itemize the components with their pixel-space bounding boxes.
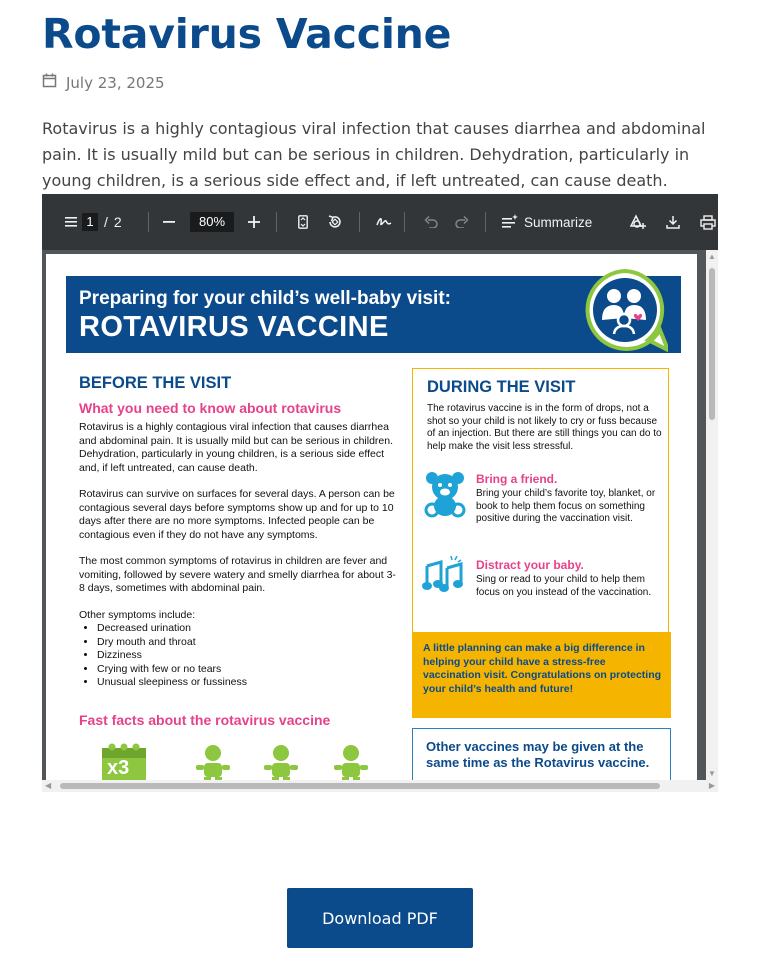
paragraph: Rotavirus is a highly contagious viral infection that causes diarrhea and abdominal pain. It is usually mild but can be serious in children. Dehydration, particularly in young children, is a serious side effect and, if left untreated, can cause death. bbox=[79, 421, 394, 474]
draw-icon[interactable] bbox=[376, 194, 392, 250]
redo-icon[interactable] bbox=[455, 194, 469, 250]
planning-text: A little planning can make a big difference in helping your child have a stress-free vaccination visit. Congratulations on protecting your child’s health and future! bbox=[423, 642, 662, 695]
list-item: • Unusual sleepiness or fussiness bbox=[97, 676, 397, 690]
scroll-down-icon[interactable]: ▼ bbox=[708, 769, 716, 778]
calendar-label: x3 bbox=[107, 757, 130, 779]
toolbar-divider bbox=[276, 212, 277, 232]
list-item: • Dry mouth and throat bbox=[97, 636, 397, 650]
toolbar-divider bbox=[404, 212, 405, 232]
before-visit-text bbox=[79, 421, 397, 690]
toolbar-divider bbox=[148, 212, 149, 232]
vertical-scrollbar[interactable] bbox=[706, 250, 718, 780]
zoom-in-button[interactable] bbox=[247, 194, 261, 250]
pdf-toolbar bbox=[42, 194, 718, 250]
print-icon[interactable] bbox=[698, 194, 718, 250]
total-pages: 2 bbox=[113, 214, 122, 230]
menu-icon[interactable] bbox=[64, 194, 78, 250]
baby-icon bbox=[334, 744, 368, 780]
planning-callout bbox=[412, 632, 671, 718]
baby-icon bbox=[196, 744, 230, 780]
toolbar-divider bbox=[359, 212, 360, 232]
friend-heading: Bring a friend. bbox=[476, 472, 558, 486]
calendar-icon bbox=[42, 73, 57, 92]
pdf-page bbox=[46, 254, 697, 780]
before-visit-heading: BEFORE THE VISIT bbox=[79, 374, 232, 392]
page-separator: / bbox=[104, 214, 108, 230]
pdf-page-area[interactable] bbox=[42, 250, 706, 780]
scroll-up-icon[interactable]: ▲ bbox=[708, 252, 716, 261]
list-item: • Decreased urination bbox=[97, 622, 397, 636]
other-vaccines-text: Other vaccines may be given at the same time as the Rotavirus vaccine. bbox=[426, 739, 650, 770]
during-visit-text: The rotavirus vaccine is in the form of drops, not a shot so your child is not likely to cry or fuss because of an injection. But there are still things you can do to help make the visit less stressful. bbox=[427, 403, 662, 452]
baby-icon bbox=[264, 744, 298, 780]
other-vaccines-box bbox=[412, 728, 671, 780]
list-item: • Crying with few or no tears bbox=[97, 663, 397, 677]
download-icon[interactable] bbox=[665, 194, 681, 250]
music-notes-icon bbox=[421, 556, 465, 599]
post-date bbox=[42, 73, 165, 92]
know-heading: What you need to know about rotavirus bbox=[79, 400, 342, 416]
zoom-level[interactable] bbox=[190, 194, 234, 250]
distract-text: Sing or read to your child to help them focus on you instead of the vaccination. bbox=[476, 574, 652, 598]
during-visit-heading: DURING THE VISIT bbox=[427, 378, 576, 396]
friend-text: Bring your child’s favorite toy, blanket, or book to help them focus on something positive during the vaccination visit. bbox=[476, 488, 656, 524]
scroll-left-icon[interactable]: ◀ bbox=[45, 781, 52, 790]
calendar-x3-icon bbox=[101, 742, 147, 780]
vertical-scroll-thumb[interactable] bbox=[709, 268, 715, 420]
rotate-icon[interactable] bbox=[326, 194, 344, 250]
banner-subtitle: Preparing for your child’s well-baby visit: bbox=[79, 288, 451, 309]
intro-paragraph: Rotavirus is a highly contagious viral infection that causes diarrhea and abdominal pain. It is usually mild but can be serious in children. Dehydration, particularly in young children, is a serious side effect and, if left untreated, can cause death. bbox=[42, 119, 706, 190]
page-navigator bbox=[80, 194, 122, 250]
summarize-label: Summarize bbox=[524, 214, 593, 230]
summarize-button[interactable] bbox=[502, 194, 592, 250]
paragraph: The most common symptoms of rotavirus in children are fever and vomiting, followed by severe watery and smelly diarrhea for about 3-8 days, sometimes with abdominal pain. bbox=[79, 555, 396, 594]
fast-facts-heading: Fast facts about the rotavirus vaccine bbox=[79, 712, 331, 728]
teddy-bear-icon bbox=[424, 470, 466, 523]
pdf-viewer[interactable] bbox=[42, 194, 718, 792]
page-title: Rotavirus Vaccine bbox=[42, 10, 452, 58]
toolbar-divider bbox=[485, 212, 486, 232]
download-pdf-button[interactable]: Download PDF bbox=[287, 888, 473, 948]
current-page-input[interactable]: 1 bbox=[82, 213, 98, 231]
zoom-out-button[interactable] bbox=[162, 194, 176, 250]
scroll-right-icon[interactable]: ▶ bbox=[708, 781, 715, 790]
family-chat-icon bbox=[582, 268, 668, 354]
distract-heading: Distract your baby. bbox=[476, 558, 584, 572]
zoom-value[interactable]: 80% bbox=[190, 212, 234, 232]
horizontal-scroll-thumb[interactable] bbox=[60, 783, 660, 789]
date-text: July 23, 2025 bbox=[66, 73, 165, 92]
other-symptoms-label: Other symptoms include: bbox=[79, 608, 196, 621]
list-item: • Dizziness bbox=[97, 649, 397, 663]
banner-title: ROTAVIRUS VACCINE bbox=[79, 311, 389, 343]
symptom-list bbox=[79, 622, 397, 690]
annotate-icon[interactable] bbox=[628, 194, 648, 250]
paragraph: Rotavirus can survive on surfaces for several days. A person can be contagious several days before symptoms show up and for up to 10 days after there are no more symptoms. Infected people can be contagious even if they do not have any symptoms. bbox=[79, 488, 395, 541]
horizontal-scrollbar[interactable] bbox=[42, 780, 718, 792]
summarize-icon bbox=[502, 214, 518, 231]
fit-page-icon[interactable] bbox=[296, 194, 310, 250]
undo-icon[interactable] bbox=[424, 194, 438, 250]
